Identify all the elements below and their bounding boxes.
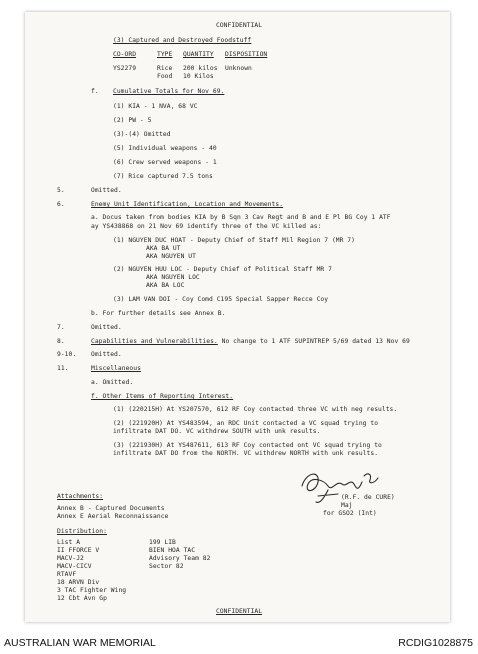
attachment-item: Annex E Aerial Reconnaissance xyxy=(57,513,169,520)
kia-alias: AKA NGUYEN LOC xyxy=(146,274,200,281)
foodstuff-title: (3) Captured and Destroyed Foodstuff xyxy=(113,37,252,44)
distribution-left-item: MACV-CICV xyxy=(57,563,92,570)
kia-alias: AKA BA LOC xyxy=(146,282,185,289)
cum-item: (1) KIA - 1 NVA, 68 VC xyxy=(113,103,198,110)
kia-alias: AKA BA UT xyxy=(146,245,181,252)
distribution-right-item: BIEN HOA TAC xyxy=(149,547,196,554)
distribution-left-item: 12 Cbt Avn Gp xyxy=(57,595,107,602)
para6-number: 6. xyxy=(57,201,65,208)
distribution-title: Distribution: xyxy=(57,528,107,535)
report-item-3a: (3) (221930H) At YS487611, 613 RF Coy contacted ont VC squad trying to xyxy=(113,442,382,449)
cum-item: (3)-(4) Omitted xyxy=(113,131,171,138)
report-item-3b: infiltrate DAT DO from the NORTH. VC withdrew NORTH with unk results. xyxy=(113,450,379,457)
archive-footer xyxy=(0,630,478,654)
row1-coord: YS2279 xyxy=(113,65,137,72)
para6-a-line2: ay YS438868 on 21 Nov 69 identify three of the VC killed as: xyxy=(91,223,322,230)
para11-number: 11. xyxy=(57,365,69,372)
col-disposition: DISPOSITION xyxy=(225,51,268,58)
kia-alias: AKA NGUYEN UT xyxy=(146,253,196,260)
distribution-right-item: Advisory Team 82 xyxy=(149,555,211,562)
archive-name: AUSTRALIAN WAR MEMORIAL xyxy=(4,637,156,649)
para8-title: Capabilities and Vulnerabilities. xyxy=(91,338,218,345)
signatory-rank: Maj xyxy=(341,502,353,509)
para8-line xyxy=(91,338,410,345)
f-number: f. xyxy=(91,88,99,95)
para5-number: 5. xyxy=(57,187,65,194)
para8-number: 8. xyxy=(57,338,65,345)
classification-footer: CONFIDENTIAL xyxy=(216,608,263,615)
distribution-left-item: 3 TAC Fighter Wing xyxy=(57,587,127,594)
cum-item: (5) Individual weapons - 40 xyxy=(113,145,217,152)
distribution-right-item: 199 LIB xyxy=(149,539,176,546)
report-item-1: (1) (220215H) At YS207570, 612 RF Coy contacted three VC with neg results. xyxy=(113,406,398,413)
para11-title: Miscellaneous xyxy=(91,365,141,372)
row2-type: Food xyxy=(157,73,173,80)
report-item-2a: (2) (221920H) At YS483594, an RDC Unit contacted a VC squad trying to xyxy=(113,420,379,427)
cumulative-title: Cumulative Totals for Nov 69. xyxy=(113,88,225,95)
para6-a-line1: a. Docus taken from bodies KIA by B Sqn 3 Cav Regt and B and E Pl BG Coy 1 ATF xyxy=(91,214,391,221)
distribution-left-item: List A xyxy=(57,539,81,546)
kia-name-2: (2) NGUYEN HUU LOC - Deputy Chief of Political Staff MR 7 xyxy=(113,266,332,273)
archive-reference: RCDIG1028875 xyxy=(398,637,473,649)
kia-name-3: (3) LAM VAN DOI - Coy Comd C195 Special Sapper Recce Coy xyxy=(113,296,329,303)
para11-a: a. Omitted. xyxy=(91,379,134,386)
para7-text: Omitted. xyxy=(91,324,122,331)
report-item-2b: infiltrate DAT DO. VC withdrew SOUTH with unk results. xyxy=(113,428,321,435)
cum-item: (7) Rice captured 7.5 tons xyxy=(113,173,213,180)
cum-item: (6) Crew served weapons - 1 xyxy=(113,159,217,166)
signatory-for: for GSO2 (Int) xyxy=(323,510,377,517)
attachments-title: Attachments: xyxy=(57,493,104,500)
distribution-left-item: 18 ARVN Div xyxy=(57,579,100,586)
reporting-interest-title: f. Other Items of Reporting Interest. xyxy=(91,393,234,400)
para8-text: No change to 1 ATF SUPINTREP 5/69 dated 13 Nov 69 xyxy=(217,338,410,345)
row1-type: Rice xyxy=(157,65,173,72)
row1-qty: 200 kilos xyxy=(183,65,218,72)
para5-text: Omitted. xyxy=(91,187,122,194)
para6-b: b. For further details see Annex B. xyxy=(91,310,226,317)
col-type: TYPE xyxy=(157,51,173,58)
row2-qty: 10 Kilos xyxy=(183,73,214,80)
attachment-item: Annex B - Captured Documents xyxy=(57,505,165,512)
kia-name-1: (1) NGUYEN DUC HOAT - Deputy Chief of Staff Mil Region 7 (MR 7) xyxy=(113,237,355,244)
distribution-right-item: Sector 82 xyxy=(149,563,184,570)
signatory-name: (R.F. de CURE) xyxy=(341,494,395,501)
col-coord: CO-ORD xyxy=(113,51,137,58)
distribution-left-item: II FFORCE V xyxy=(57,547,100,554)
row1-disp: Unknown xyxy=(225,65,252,72)
classification-header: CONFIDENTIAL xyxy=(216,22,263,29)
distribution-left-item: MACV-J2 xyxy=(57,555,84,562)
para7-number: 7. xyxy=(57,324,65,331)
distribution-left-item: RTAVF xyxy=(57,571,77,578)
cum-item: (2) PW - 5 xyxy=(113,117,152,124)
para6-title: Enemy Unit Identification, Location and Movements. xyxy=(91,201,284,208)
para910-number: 9-10. xyxy=(57,351,77,358)
col-quantity: QUANTITY xyxy=(183,51,214,58)
para910-text: Omitted. xyxy=(91,351,122,358)
